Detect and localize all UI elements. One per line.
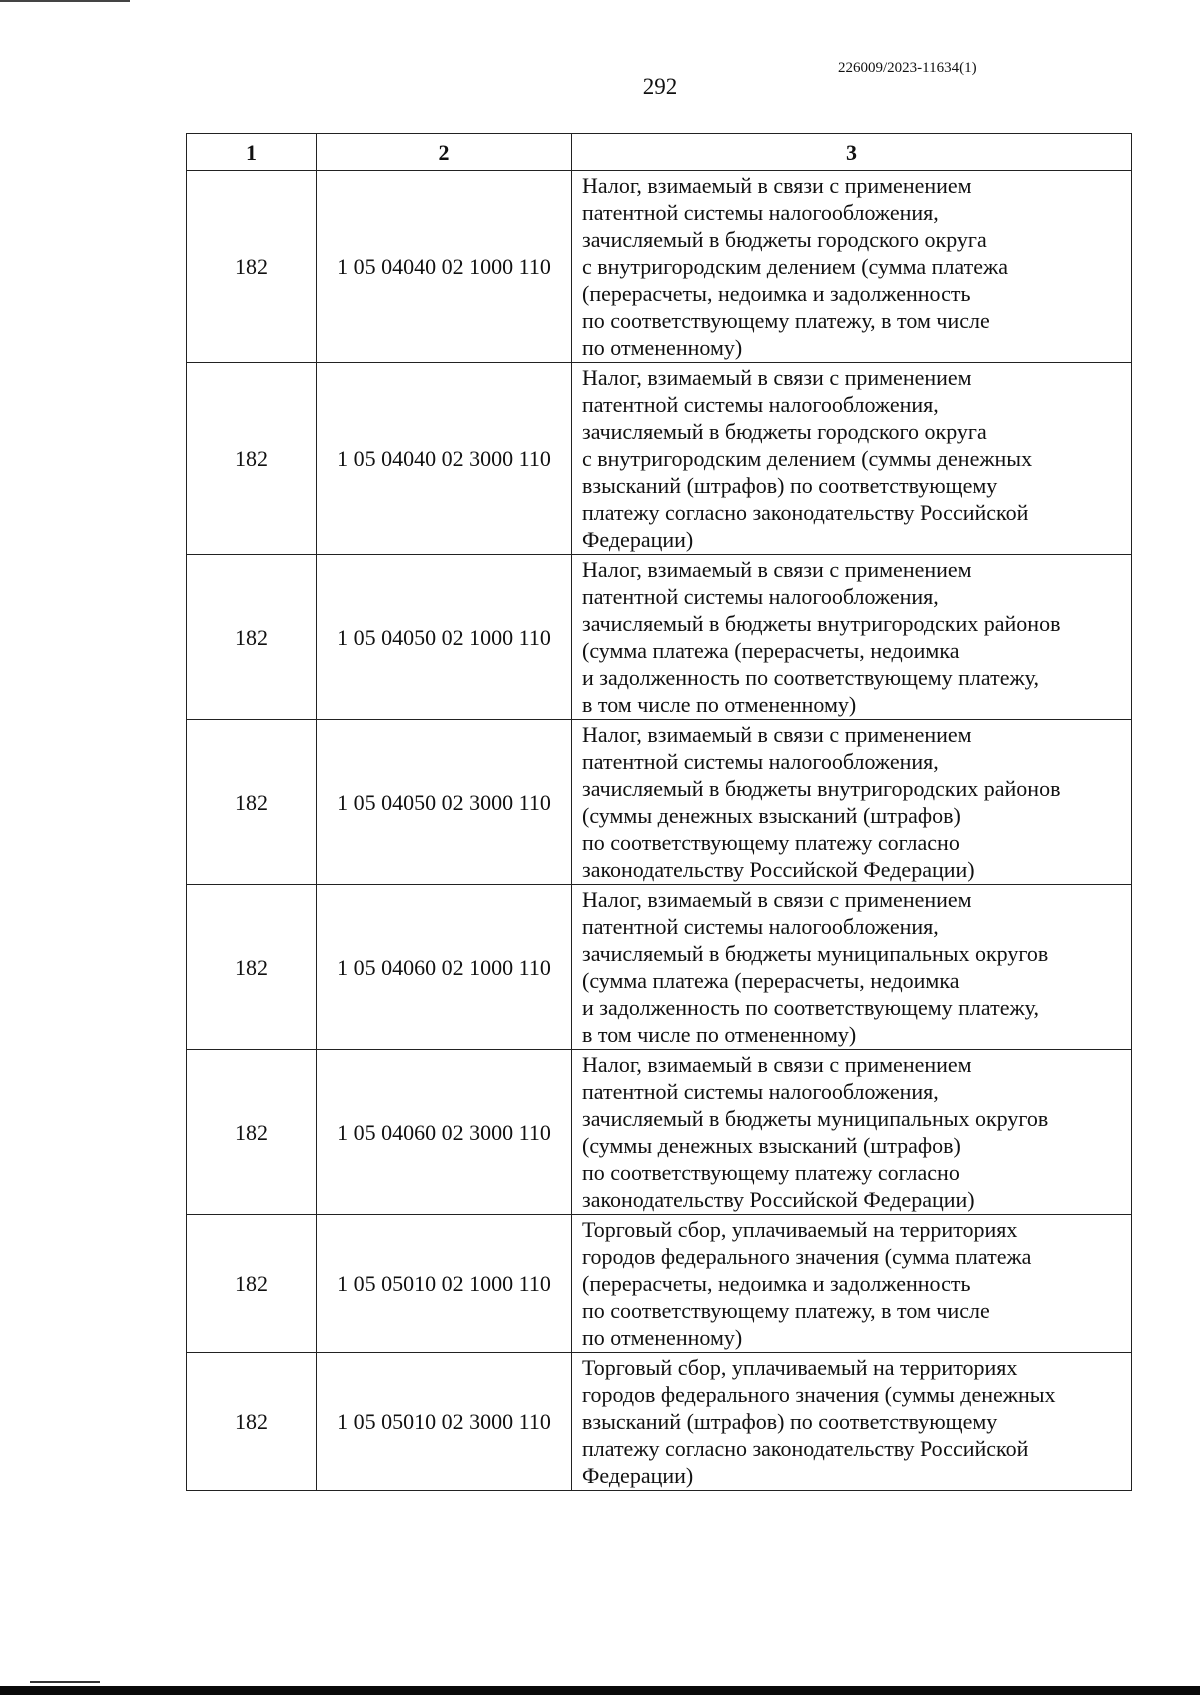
description-line: в том числе по отмененному) xyxy=(582,692,857,717)
description-line: законодательству Российской Федерации) xyxy=(582,1187,975,1212)
table-row xyxy=(187,555,1132,720)
description-line: (перерасчеты, недоимка и задолженность xyxy=(582,281,971,306)
description-line: (перерасчеты, недоимка и задолженность xyxy=(582,1271,971,1296)
description-line: патентной системы налогообложения, xyxy=(582,200,939,225)
description-cell xyxy=(572,363,1132,555)
description-line: и задолженность по соответствующему платежу, xyxy=(582,665,1039,690)
description-line: Федерации) xyxy=(582,1463,694,1488)
description-line: Федерации) xyxy=(582,527,694,552)
column-header-3: 3 xyxy=(572,134,1132,171)
description-line: в том числе по отмененному) xyxy=(582,1022,857,1047)
description-line: Торговый сбор, уплачиваемый на территориях xyxy=(582,1355,1018,1380)
scan-edge-bar xyxy=(0,1686,1200,1695)
budget-code-cell: 1 05 04060 02 1000 110 xyxy=(317,885,572,1050)
description-line: платежу согласно законодательству Российской xyxy=(582,1436,1029,1461)
column-header-1: 1 xyxy=(187,134,317,171)
description-line: городов федерального значения (сумма платежа xyxy=(582,1244,1032,1269)
description-line: законодательству Российской Федерации) xyxy=(582,857,975,882)
budget-code-cell: 1 05 04050 02 3000 110 xyxy=(317,720,572,885)
table-row xyxy=(187,363,1132,555)
description-cell xyxy=(572,1353,1132,1491)
description-line: взысканий (штрафов) по соответствующему xyxy=(582,473,998,498)
scan-edge-mark xyxy=(0,0,130,2)
description-line: с внутригородским делением (сумма платежа xyxy=(582,254,1008,279)
admin-code-cell: 182 xyxy=(187,171,317,363)
table-row xyxy=(187,1050,1132,1215)
admin-code-cell: 182 xyxy=(187,555,317,720)
budget-code-cell: 1 05 05010 02 1000 110 xyxy=(317,1215,572,1353)
description-line: зачисляемый в бюджеты муниципальных округов xyxy=(582,941,1049,966)
description-line: Налог, взимаемый в связи с применением xyxy=(582,1052,972,1077)
description-line: зачисляемый в бюджеты внутригородских районов xyxy=(582,611,1061,636)
page-number: 292 xyxy=(642,74,678,99)
description-cell xyxy=(572,720,1132,885)
admin-code-cell: 182 xyxy=(187,1215,317,1353)
description-line: (сумма платежа (перерасчеты, недоимка xyxy=(582,968,960,993)
table-row xyxy=(187,1215,1132,1353)
description-cell xyxy=(572,1215,1132,1353)
description-line: Налог, взимаемый в связи с применением xyxy=(582,887,972,912)
admin-code-cell: 182 xyxy=(187,1050,317,1215)
admin-code-cell: 182 xyxy=(187,885,317,1050)
column-header-2: 2 xyxy=(317,134,572,171)
description-line: платежу согласно законодательству Российской xyxy=(582,500,1029,525)
description-line: зачисляемый в бюджеты городского округа xyxy=(582,419,987,444)
budget-code-cell: 1 05 04040 02 1000 110 xyxy=(317,171,572,363)
description-cell xyxy=(572,1050,1132,1215)
description-line: патентной системы налогообложения, xyxy=(582,1079,939,1104)
description-line: (сумма платежа (перерасчеты, недоимка xyxy=(582,638,960,663)
description-line: (суммы денежных взысканий (штрафов) xyxy=(582,1133,961,1158)
description-line: Налог, взимаемый в связи с применением xyxy=(582,365,972,390)
admin-code-cell: 182 xyxy=(187,720,317,885)
table-header-row xyxy=(187,134,1132,171)
description-line: по соответствующему платежу согласно xyxy=(582,830,960,855)
description-line: по соответствующему платежу, в том числе xyxy=(582,1298,990,1323)
description-line: Налог, взимаемый в связи с применением xyxy=(582,173,972,198)
admin-code-cell: 182 xyxy=(187,363,317,555)
description-line: патентной системы налогообложения, xyxy=(582,392,939,417)
admin-code-cell: 182 xyxy=(187,1353,317,1491)
description-line: по отмененному) xyxy=(582,335,743,360)
table-row xyxy=(187,171,1132,363)
description-line: зачисляемый в бюджеты муниципальных округов xyxy=(582,1106,1049,1131)
budget-codes-table xyxy=(186,133,1132,1491)
description-line: городов федерального значения (суммы денежных xyxy=(582,1382,1056,1407)
budget-code-cell: 1 05 04060 02 3000 110 xyxy=(317,1050,572,1215)
description-line: по отмененному) xyxy=(582,1325,743,1350)
document-id: 226009/2023-11634(1) xyxy=(838,60,977,76)
description-line: Налог, взимаемый в связи с применением xyxy=(582,722,972,747)
table-row xyxy=(187,1353,1132,1491)
budget-code-cell: 1 05 04050 02 1000 110 xyxy=(317,555,572,720)
budget-code-cell: 1 05 04040 02 3000 110 xyxy=(317,363,572,555)
budget-code-cell: 1 05 05010 02 3000 110 xyxy=(317,1353,572,1491)
table-row xyxy=(187,885,1132,1050)
description-line: патентной системы налогообложения, xyxy=(582,914,939,939)
description-cell xyxy=(572,885,1132,1050)
description-line: патентной системы налогообложения, xyxy=(582,749,939,774)
description-line: зачисляемый в бюджеты городского округа xyxy=(582,227,987,252)
table-row xyxy=(187,720,1132,885)
table-body xyxy=(187,171,1132,1491)
description-line: Торговый сбор, уплачиваемый на территориях xyxy=(582,1217,1018,1242)
description-line: взысканий (штрафов) по соответствующему xyxy=(582,1409,998,1434)
description-line: зачисляемый в бюджеты внутригородских районов xyxy=(582,776,1061,801)
description-cell xyxy=(572,171,1132,363)
description-line: с внутригородским делением (суммы денежных xyxy=(582,446,1033,471)
description-line: по соответствующему платежу согласно xyxy=(582,1160,960,1185)
description-line: патентной системы налогообложения, xyxy=(582,584,939,609)
description-line: (суммы денежных взысканий (штрафов) xyxy=(582,803,961,828)
description-line: Налог, взимаемый в связи с применением xyxy=(582,557,972,582)
description-line: и задолженность по соответствующему платежу, xyxy=(582,995,1039,1020)
description-cell xyxy=(572,555,1132,720)
description-line: по соответствующему платежу, в том числе xyxy=(582,308,990,333)
scan-edge-mark-bottom xyxy=(30,1681,100,1683)
